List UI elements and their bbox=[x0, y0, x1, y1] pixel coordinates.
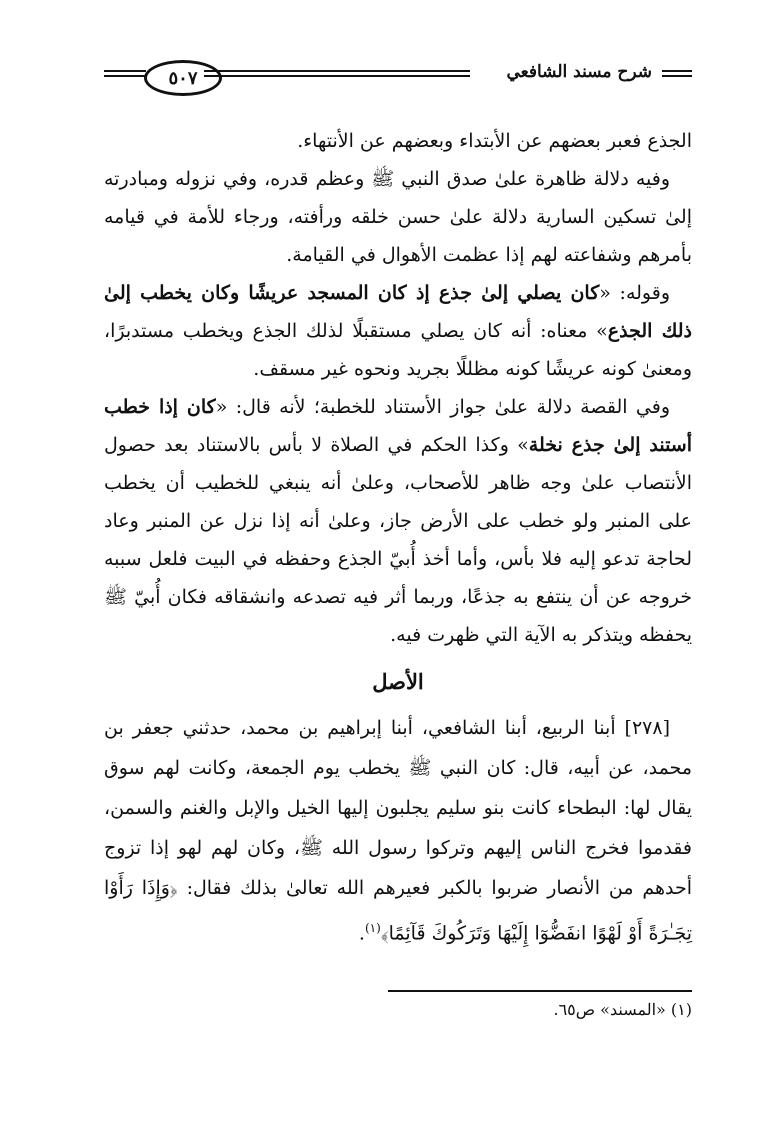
paragraph bbox=[104, 274, 692, 388]
quoted-hadith-text: كان يصلي إلىٰ جذع إذ كان المسجد عريشًا وكان يخطب إلىٰ ذلك الجذع bbox=[104, 282, 692, 342]
text-run: » معناه: أنه كان يصلي مستقبلًا لذلك الجذع ويخطب مستدبرًا، ومعنىٰ كونه عريشًا كونه مظللًا بجريد ونحوه غير مسقف. bbox=[104, 320, 692, 380]
page-body bbox=[104, 122, 692, 953]
text-run: . bbox=[358, 922, 365, 945]
text-run: » وكذا الحكم في الصلاة لا بأس بالاستناد بعد حصول الأنتصاب علىٰ وجه ظاهر للأصحاب، وعلىٰ أنه ينبغي للخطيب أن يخطب على المنبر ولو خطب على الأرض جاز، وعلىٰ أنه إذا نزل عن المنبر وعاد لحاجة تدعو إليه فلا بأس، وأما أخذ أُبيّ الجذع وحفظه في البيت فلعل سببه خروجه عن أن ينتفع به جذعًا، وربما أثر فيه تصدعه وانشقاقه فكان أُبيّ ﷺ يحفظه ويتذكر به الآية التي ظهرت فيه. bbox=[104, 434, 692, 646]
header-ornament-left bbox=[104, 70, 146, 80]
section-heading: الأصل bbox=[372, 669, 424, 694]
hadith-body: أبنا الربيع، أبنا الشافعي، أبنا إبراهيم بن محمد، حدثني جعفر بن محمد، عن أبيه، قال: كان النبي ﷺ يخطب يوم الجمعة، وكانت لهم سوق يقال لها: البطحاء كانت بنو سليم يجلبون إليها الخيل والإبل والغنم والسمن، فقدموا فخرج الناس إليهم وتركوا رسول الله ﷺ، وكان لهم لهو إذا تزوج أحدهم من الأنصار ضربوا بالكبر فعيرهم الله تعالىٰ بذلك فقال: bbox=[104, 717, 693, 899]
quran-verse: ﴿وَإِذَا رَأَوْا تِجَـٰرَةً أَوْ لَهْوًا انفَضُّوٓا إِلَيْهَا وَتَرَكُوكَ قَآئِمًا﴾ bbox=[104, 877, 692, 945]
text-run: وفي القصة دلالة علىٰ جواز الأستناد للخطبة؛ لأنه قال: « bbox=[215, 396, 670, 418]
quoted-hadith-text: كان إذا خطب أستند إلىٰ جذع نخلة bbox=[104, 396, 692, 456]
header-rule bbox=[204, 70, 470, 80]
paragraph: وفيه دلالة ظاهرة علىٰ صدق النبي ﷺ وعظم قدره، وفي نزوله ومبادرته إلىٰ تسكين السارية دلالة علىٰ حسن خلقه ورأفته، ورجاء للأمة في قيامه بأمرهم وشفاعته لهم إذا عظمت الأهوال في القيامة. bbox=[104, 168, 692, 266]
paragraph: الجذع فعبر بعضهم عن الأبتداء وبعضهم عن الأنتهاء. bbox=[297, 130, 692, 152]
header-ornament-right bbox=[662, 70, 692, 80]
hadith-text bbox=[104, 708, 692, 953]
text-run: وقوله: « bbox=[599, 282, 670, 304]
page-header bbox=[104, 56, 692, 96]
footnote-divider bbox=[388, 990, 692, 992]
hadith-number: [٢٧٨] bbox=[624, 717, 670, 739]
running-title: شرح مسند الشافعي bbox=[506, 62, 652, 82]
paragraph bbox=[104, 388, 692, 654]
page-number: ٥٠٧ bbox=[144, 60, 222, 96]
footnote-marker: (١) bbox=[364, 921, 381, 935]
footnote: (١) «المسند» ص٦٥. bbox=[553, 1000, 692, 1019]
